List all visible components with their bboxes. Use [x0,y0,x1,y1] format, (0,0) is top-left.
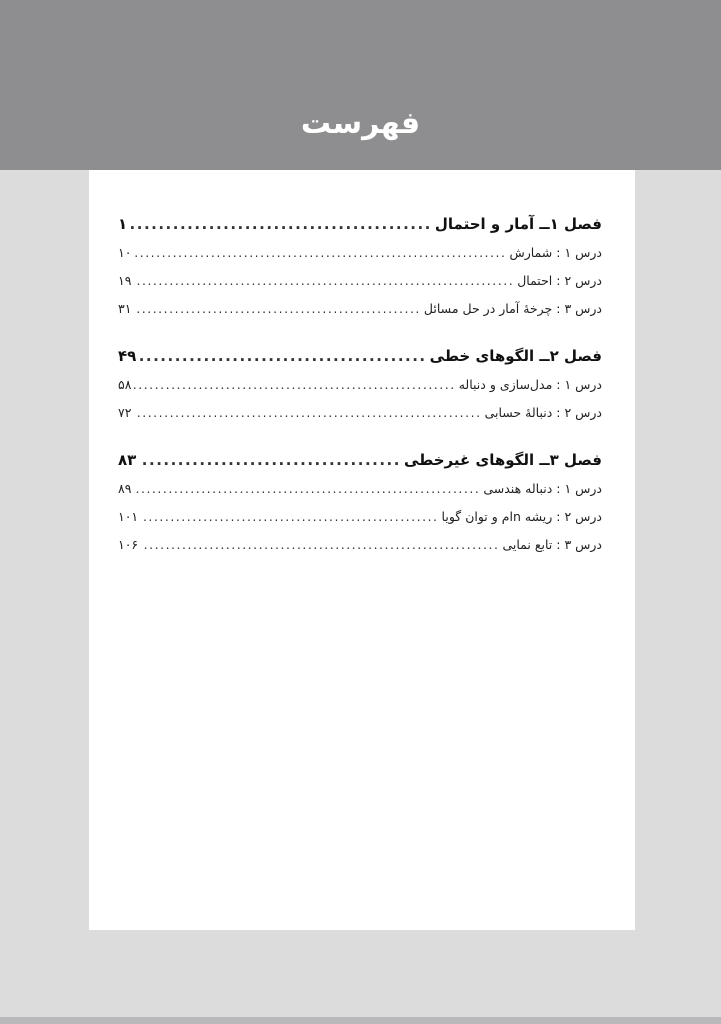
dot-leader [134,371,455,399]
dot-leader [134,295,420,323]
toc-page [89,170,635,930]
toc-lesson[interactable] [118,371,602,399]
dot-leader [130,209,432,239]
page-number: ۱۰۶ [118,537,139,552]
page-number: ۷۲ [118,405,132,420]
page-number: ۱۰ [118,245,132,260]
lesson-title: درس ۲ : ریشه nام و توان گویا [441,509,602,524]
chapter-title: فصل ۳ــ الگوهای غیرخطی [403,451,602,469]
page-number: ۳۱ [118,301,132,316]
lesson-title: درس ۱ : شمارش [509,245,602,260]
chapter-title: فصل ۱ــ آمار و احتمال [434,215,602,233]
page-number: ۸۳ [118,451,137,469]
page-number: ۱۹ [118,273,132,288]
toc-chapter-1 [118,209,602,323]
page-title: فهرست [300,106,421,141]
dot-leader [139,445,401,475]
lesson-title: درس ۳ : چرخهٔ آمار در حل مسائل [423,301,602,316]
dot-leader [134,239,506,267]
lesson-title: درس ۲ : دنبالهٔ حسابی [484,405,602,420]
toc-lesson[interactable] [118,399,602,427]
toc-chapter-heading[interactable] [118,445,602,475]
toc-lesson[interactable] [118,267,602,295]
lesson-title: درس ۱ : مدل‌سازی و دنباله [458,377,602,392]
page-number: ۵۸ [118,377,132,392]
page-number: ۴۹ [118,347,137,365]
toc-lesson[interactable] [118,239,602,267]
toc-chapter-heading[interactable] [118,209,602,239]
page-number: ۱۰۱ [118,509,139,524]
header-band [0,0,721,170]
dot-leader [139,341,426,371]
toc-chapter-heading[interactable] [118,341,602,371]
chapter-title: فصل ۲ــ الگوهای خطی [429,347,602,365]
bottom-edge-bar [0,1017,721,1024]
page-number: ۱ [118,215,128,233]
toc-chapter-2 [118,341,602,427]
toc-lesson[interactable] [118,295,602,323]
dot-leader [134,475,480,503]
lesson-title: درس ۱ : دنباله هندسی [483,481,602,496]
toc-chapter-3 [118,445,602,559]
toc-lesson[interactable] [118,475,602,503]
page-number: ۸۹ [118,481,132,496]
lesson-title: درس ۲ : احتمال [517,273,602,288]
toc-lesson[interactable] [118,531,602,559]
dot-leader [134,399,481,427]
dot-leader [141,531,499,559]
dot-leader [141,503,438,531]
table-of-contents [118,209,602,577]
dot-leader [134,267,514,295]
lesson-title: درس ۳ : تابع نمایی [502,537,602,552]
toc-lesson[interactable] [118,503,602,531]
